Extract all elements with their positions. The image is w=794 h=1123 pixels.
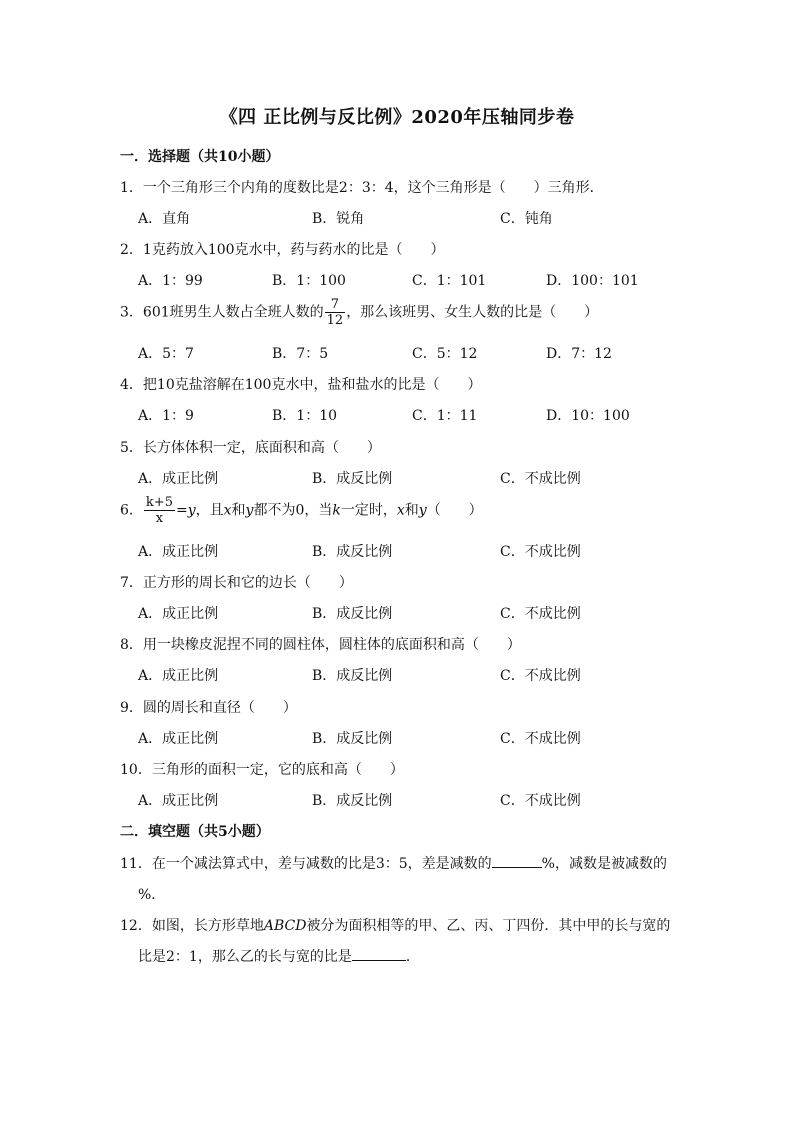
page-title: 《四 正比例与反比例》2020年压轴同步卷 — [219, 107, 575, 128]
question-1-options — [138, 208, 698, 228]
question-1: 1．一个三角形三个内角的度数比是2：3：4，这个三角形是（ ）三角形． — [120, 180, 604, 196]
q6-text-mid4: 一定时， — [340, 502, 397, 519]
q1-option-b[interactable]: B．锐角 — [312, 211, 365, 227]
q3-option-d[interactable]: D．7：12 — [546, 346, 612, 362]
q1-option-c[interactable]: C．钝角 — [500, 211, 553, 227]
question-5-options — [138, 468, 698, 488]
q3-frac-denominator: 12 — [326, 313, 344, 328]
q6-var-x: x — [223, 502, 232, 519]
q6-var-y: y — [187, 502, 196, 519]
q4-option-b[interactable]: B．1：10 — [272, 408, 338, 424]
q2-option-b[interactable]: B．1：100 — [272, 273, 346, 289]
q6-text-post: （ ） — [426, 502, 483, 519]
section-fill-heading: 二．填空题（共5小题） — [120, 824, 270, 840]
q6-frac-numerator: k+5 — [145, 495, 173, 510]
question-12-line2 — [138, 946, 420, 966]
q3-text-post: ，那么该班男、女生人数的比是（ ） — [346, 304, 599, 321]
q12-answer-blank[interactable] — [352, 948, 406, 961]
q3-fraction — [325, 297, 346, 328]
q10-option-c[interactable]: C．不成比例 — [500, 793, 581, 809]
q12-text-pre: 12．如图，长方形草地 — [120, 918, 264, 934]
question-2: 2．1克药放入100克水中，药与药水的比是（ ） — [120, 242, 445, 258]
question-8: 8．用一块橡皮泥捏不同的圆柱体，圆柱体的底面积和高（ ） — [120, 637, 521, 653]
q4-option-d[interactable]: D．10：100 — [546, 408, 630, 424]
question-6-options — [138, 541, 698, 561]
q6-var-x-2: x — [396, 502, 405, 519]
question-2-options — [138, 270, 698, 290]
q8-option-b[interactable]: B．成反比例 — [312, 668, 393, 684]
q9-option-b[interactable]: B．成反比例 — [312, 731, 393, 747]
q2-option-a[interactable]: A．1：99 — [138, 273, 203, 289]
question-7: 7．正方形的周长和它的边长（ ） — [120, 575, 353, 591]
q4-option-a[interactable]: A．1：9 — [138, 408, 194, 424]
q11-text-post: %，减数是被减数的 — [541, 856, 667, 872]
q6-frac-denominator: x — [155, 511, 164, 526]
q12-line2-pre: 比是2：1，那么乙的长与宽的比是 — [138, 949, 352, 965]
q3-text-pre: 3．601班男生人数占全班人数的 — [120, 304, 324, 321]
q3-option-b[interactable]: B．7：5 — [272, 346, 329, 362]
q7-option-a[interactable]: A．成正比例 — [138, 606, 219, 622]
q5-option-c[interactable]: C．不成比例 — [500, 471, 581, 487]
q2-option-c[interactable]: C．1：101 — [412, 273, 487, 289]
q6-option-c[interactable]: C．不成比例 — [500, 544, 581, 560]
q11-text-pre: 11．在一个减法算式中，差与减数的比是3：5，差是减数的 — [120, 856, 492, 872]
question-3-options — [138, 343, 698, 363]
q7-option-c[interactable]: C．不成比例 — [500, 606, 581, 622]
question-12 — [120, 915, 670, 935]
q9-option-c[interactable]: C．不成比例 — [500, 731, 581, 747]
q6-equals: = — [175, 502, 188, 519]
q2-option-d[interactable]: D．100：101 — [546, 273, 639, 289]
question-10: 10．三角形的面积一定，它的底和高（ ） — [120, 762, 404, 778]
question-11-line2: %． — [138, 887, 166, 903]
q8-option-a[interactable]: A．成正比例 — [138, 668, 219, 684]
q8-option-c[interactable]: C．不成比例 — [500, 668, 581, 684]
q6-var-y-2: y — [245, 502, 254, 519]
question-9-options — [138, 728, 698, 748]
q11-answer-blank-1[interactable] — [492, 855, 542, 868]
q6-var-y-3: y — [418, 502, 427, 519]
q3-option-c[interactable]: C．5：12 — [412, 346, 478, 362]
q6-text-pre: 6． — [120, 502, 143, 519]
q6-option-b[interactable]: B．成反比例 — [312, 544, 393, 560]
q10-option-b[interactable]: B．成反比例 — [312, 793, 393, 809]
q7-option-b[interactable]: B．成反比例 — [312, 606, 393, 622]
question-9: 9．圆的周长和直径（ ） — [120, 700, 297, 716]
question-5: 5．长方体体积一定，底面积和高（ ） — [120, 440, 381, 456]
q9-option-a[interactable]: A．成正比例 — [138, 731, 219, 747]
q5-option-a[interactable]: A．成正比例 — [138, 471, 219, 487]
q6-option-a[interactable]: A．成正比例 — [138, 544, 219, 560]
q6-text-mid2: 和 — [231, 502, 246, 519]
q5-option-b[interactable]: B．成反比例 — [312, 471, 393, 487]
q4-option-c[interactable]: C．1：11 — [412, 408, 478, 424]
q3-frac-numerator: 7 — [325, 297, 346, 313]
question-8-options — [138, 665, 698, 685]
question-3 — [120, 297, 598, 328]
question-4: 4．把10克盐溶解在100克水中，盐和盐水的比是（ ） — [120, 377, 482, 393]
section-choice-heading: 一．选择题（共10小题） — [120, 149, 280, 165]
q6-fraction — [144, 495, 175, 526]
q12-line2-post: ． — [405, 949, 420, 965]
question-4-options — [138, 405, 698, 425]
q6-text-mid5: 和 — [404, 502, 419, 519]
q12-text-post: 被分为面积相等的甲、乙、丙、丁四份．其中甲的长与宽的 — [306, 918, 671, 934]
q12-rect-label: ABCD — [263, 918, 307, 934]
q6-text-mid1: ，且 — [195, 502, 224, 519]
q3-option-a[interactable]: A．5：7 — [138, 346, 194, 362]
question-10-options — [138, 790, 698, 810]
q10-option-a[interactable]: A．成正比例 — [138, 793, 219, 809]
question-6 — [120, 495, 483, 526]
q6-var-k: k — [332, 502, 341, 519]
question-11 — [120, 853, 667, 873]
q1-option-a[interactable]: A．直角 — [138, 211, 191, 227]
question-7-options — [138, 603, 698, 623]
q6-text-mid3: 都不为0，当 — [253, 502, 333, 519]
